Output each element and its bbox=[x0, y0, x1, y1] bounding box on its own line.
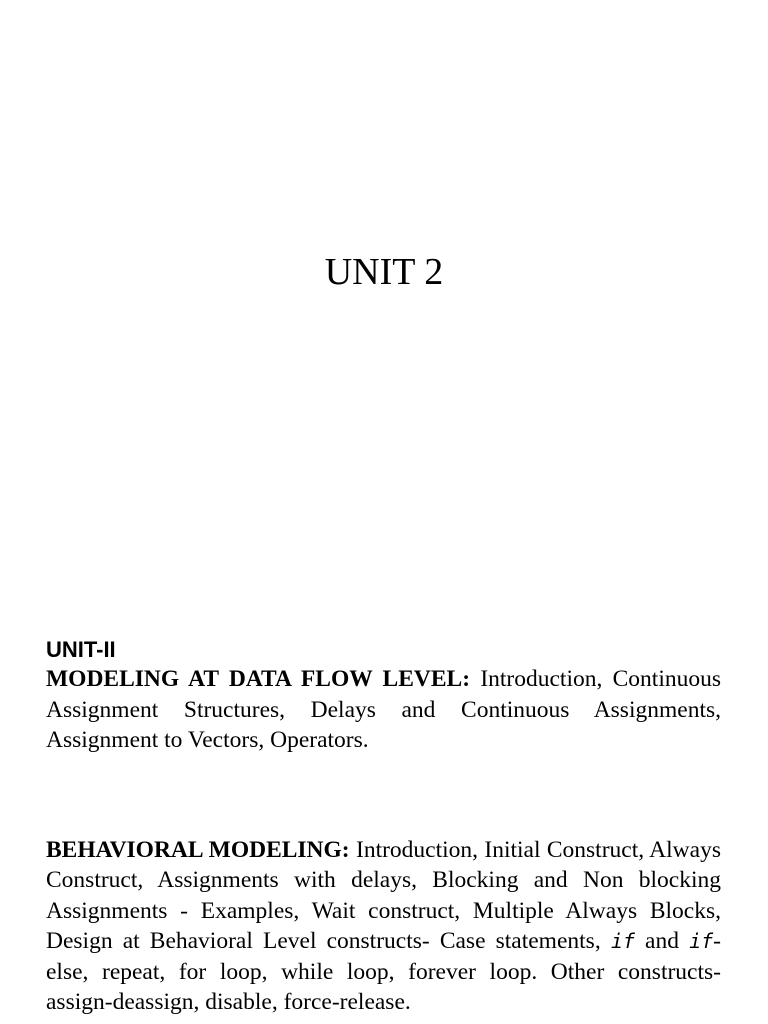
section-label: MODELING AT DATA FLOW LEVEL: bbox=[46, 666, 471, 692]
keyword-if: if bbox=[689, 929, 714, 953]
keyword-if: if bbox=[610, 929, 635, 953]
section-text: and bbox=[634, 928, 690, 954]
section-label: BEHAVIORAL MODELING: bbox=[46, 836, 350, 863]
section-text: -else, repeat, for loop, while loop, forever loop. Other constructs- assign-deassign, disable, force-release. bbox=[46, 928, 721, 1015]
page-title: UNIT 2 bbox=[324, 251, 444, 293]
section-text: Introduction, Continuous Assignment Structures, Delays and Continuous Assignments, Assignment to Vectors, Operators. bbox=[46, 666, 721, 753]
unit-heading: UNIT-II bbox=[46, 637, 116, 662]
section-text: Introduction, Initial Construct, Always Construct, Assignments with delays, Blocking and Non blocking Assignments - Examples, Wait construct, Multiple Always Blocks, Design at Behavioral Level constructs- Case statements, bbox=[46, 836, 721, 954]
syllabus-block bbox=[46, 636, 721, 1018]
section-behavioral bbox=[46, 835, 721, 1018]
section-data-flow bbox=[46, 664, 721, 756]
